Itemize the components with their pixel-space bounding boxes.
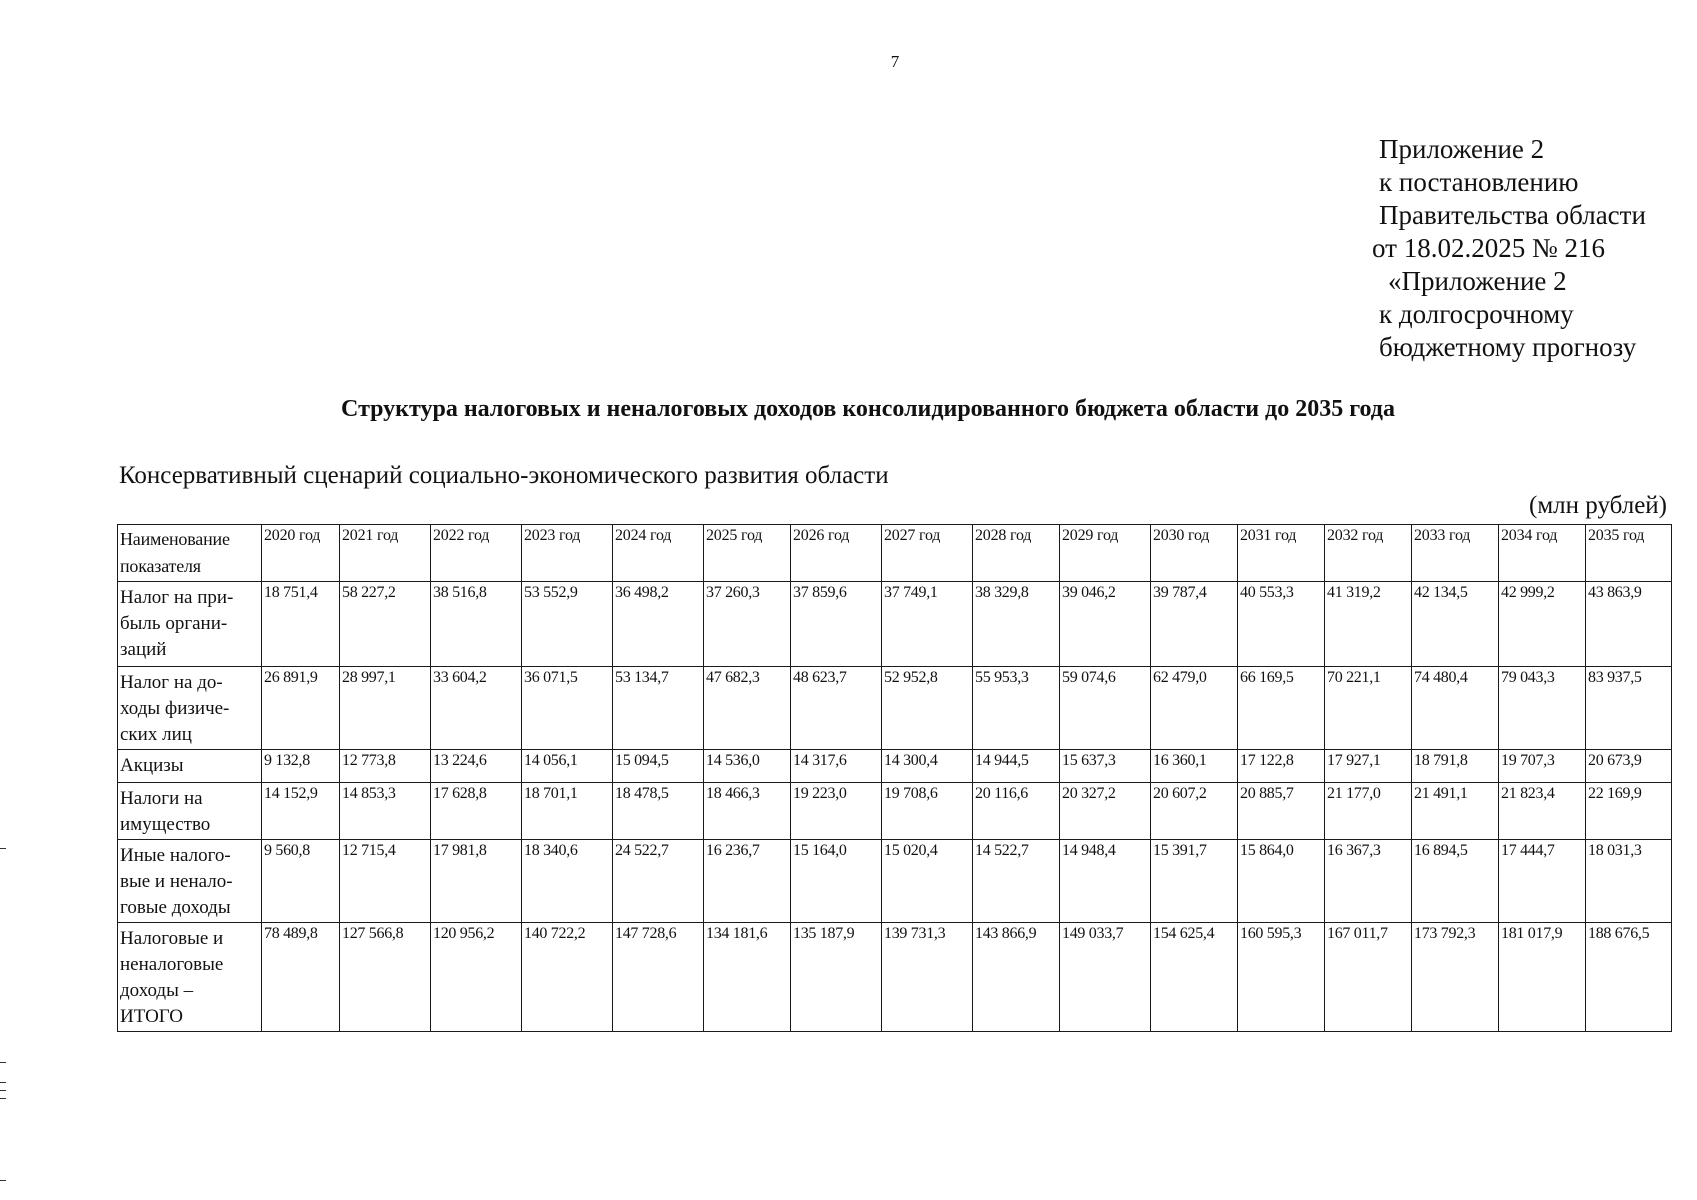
- table-cell: 15 637,3: [1060, 750, 1151, 783]
- table-cell: 66 169,5: [1238, 667, 1325, 750]
- table-cell: 19 707,3: [1499, 750, 1586, 783]
- table-header-row: [118, 525, 1672, 582]
- table-cell: 39 787,4: [1151, 582, 1238, 667]
- table-cell: 14 317,6: [791, 750, 882, 783]
- table-cell: 18 031,3: [1586, 840, 1672, 923]
- table-cell: 48 623,7: [791, 667, 882, 750]
- table-cell: 83 937,5: [1586, 667, 1672, 750]
- table-row: [118, 840, 1672, 923]
- table-cell: 139 731,3: [882, 923, 973, 1032]
- table-cell: 37 749,1: [882, 582, 973, 667]
- table-cell: 53 552,9: [522, 582, 613, 667]
- table-cell: 36 071,5: [522, 667, 613, 750]
- table-cell: 18 466,3: [704, 783, 791, 840]
- header-year: 2025 год: [704, 525, 791, 582]
- table-cell: 120 956,2: [431, 923, 522, 1032]
- table-cell: 15 391,7: [1151, 840, 1238, 923]
- table-cell: 37 260,3: [704, 582, 791, 667]
- table-cell: 13 224,6: [431, 750, 522, 783]
- table-cell: 17 444,7: [1499, 840, 1586, 923]
- annex-block: [1372, 133, 1646, 364]
- table-cell: 18 340,6: [522, 840, 613, 923]
- table-cell: 9 560,8: [262, 840, 340, 923]
- table-cell: 14 536,0: [704, 750, 791, 783]
- table-cell: 41 319,2: [1325, 582, 1412, 667]
- table-cell: 18 478,5: [613, 783, 704, 840]
- table-cell: 21 491,1: [1412, 783, 1499, 840]
- table-cell: 40 553,3: [1238, 582, 1325, 667]
- table-cell: 14 944,5: [973, 750, 1060, 783]
- row-label: Налоги на имущество: [118, 783, 262, 840]
- table-cell: 17 628,8: [431, 783, 522, 840]
- header-year: 2035 год: [1586, 525, 1672, 582]
- table-cell: 47 682,3: [704, 667, 791, 750]
- table-cell: 20 607,2: [1151, 783, 1238, 840]
- table-cell: 36 498,2: [613, 582, 704, 667]
- table-cell: 154 625,4: [1151, 923, 1238, 1032]
- table-cell: 38 516,8: [431, 582, 522, 667]
- revenue-structure-table: [117, 524, 1672, 1032]
- header-year: 2032 год: [1325, 525, 1412, 582]
- page-number: 7: [890, 52, 900, 71]
- annex-line: Правительства области: [1379, 200, 1646, 230]
- table-cell: 21 177,0: [1325, 783, 1412, 840]
- table-cell: 43 863,9: [1586, 582, 1672, 667]
- header-indicator: Наименование показателя: [118, 525, 262, 582]
- table-cell: 167 011,7: [1325, 923, 1412, 1032]
- table-cell: 26 891,9: [262, 667, 340, 750]
- table-cell: 16 367,3: [1325, 840, 1412, 923]
- table-cell: 42 999,2: [1499, 582, 1586, 667]
- table-cell: 181 017,9: [1499, 923, 1586, 1032]
- table-row: [118, 923, 1672, 1032]
- table-cell: 127 566,8: [340, 923, 431, 1032]
- table-cell: 14 300,4: [882, 750, 973, 783]
- table-cell: 15 020,4: [882, 840, 973, 923]
- table-cell: 33 604,2: [431, 667, 522, 750]
- scan-margin-marks: [0, 0, 10, 1200]
- annex-line: к долгосрочному: [1379, 299, 1574, 329]
- header-year: 2030 год: [1151, 525, 1238, 582]
- header-year: 2023 год: [522, 525, 613, 582]
- header-year: 2034 год: [1499, 525, 1586, 582]
- table-cell: 14 522,7: [973, 840, 1060, 923]
- table-cell: 18 751,4: [262, 582, 340, 667]
- annex-line: к постановлению: [1379, 167, 1579, 197]
- header-year: 2024 год: [613, 525, 704, 582]
- table-cell: 15 864,0: [1238, 840, 1325, 923]
- table-cell: 16 236,7: [704, 840, 791, 923]
- table-cell: 20 327,2: [1060, 783, 1151, 840]
- table-row: [118, 582, 1672, 667]
- table-cell: 19 223,0: [791, 783, 882, 840]
- table-body: [118, 582, 1672, 1032]
- table-cell: 12 773,8: [340, 750, 431, 783]
- header-year: 2022 год: [431, 525, 522, 582]
- table-cell: 37 859,6: [791, 582, 882, 667]
- table-cell: 14 152,9: [262, 783, 340, 840]
- header-year: 2026 год: [791, 525, 882, 582]
- table-cell: 78 489,8: [262, 923, 340, 1032]
- table-cell: 70 221,1: [1325, 667, 1412, 750]
- table-cell: 143 866,9: [973, 923, 1060, 1032]
- table-cell: 22 169,9: [1586, 783, 1672, 840]
- annex-line: Приложение 2: [1379, 134, 1545, 164]
- table-cell: 62 479,0: [1151, 667, 1238, 750]
- table-cell: 12 715,4: [340, 840, 431, 923]
- table-row: [118, 783, 1672, 840]
- table-cell: 24 522,7: [613, 840, 704, 923]
- table-cell: 135 187,9: [791, 923, 882, 1032]
- table-cell: 149 033,7: [1060, 923, 1151, 1032]
- document-title: Структура налоговых и неналоговых доходов консолидированного бюджета области до 2035 года: [341, 396, 1395, 422]
- table-cell: 42 134,5: [1412, 582, 1499, 667]
- units-label: (млн рублей): [1529, 492, 1667, 519]
- table-cell: 9 132,8: [262, 750, 340, 783]
- table-cell: 20 116,6: [973, 783, 1060, 840]
- table-cell: 28 997,1: [340, 667, 431, 750]
- annex-line: «Приложение 2: [1388, 266, 1567, 296]
- table-cell: 147 728,6: [613, 923, 704, 1032]
- header-year: 2021 год: [340, 525, 431, 582]
- row-label: Налог на до-ходы физиче-ских лиц: [118, 667, 262, 750]
- table-cell: 14 056,1: [522, 750, 613, 783]
- table-cell: 38 329,8: [973, 582, 1060, 667]
- row-label: Налог на при-быль органи-заций: [118, 582, 262, 667]
- table-cell: 74 480,4: [1412, 667, 1499, 750]
- table-cell: 52 952,8: [882, 667, 973, 750]
- table-cell: 58 227,2: [340, 582, 431, 667]
- header-year: 2031 год: [1238, 525, 1325, 582]
- row-label: Акцизы: [118, 750, 262, 783]
- table-cell: 173 792,3: [1412, 923, 1499, 1032]
- scenario-subtitle: Консервативный сценарий социально-экономического развития области: [119, 462, 889, 489]
- header-year: 2027 год: [882, 525, 973, 582]
- table-cell: 55 953,3: [973, 667, 1060, 750]
- table-cell: 21 823,4: [1499, 783, 1586, 840]
- header-year: 2033 год: [1412, 525, 1499, 582]
- table-cell: 79 043,3: [1499, 667, 1586, 750]
- header-year: 2020 год: [262, 525, 340, 582]
- row-label: Иные налого-вые и ненало-говые доходы: [118, 840, 262, 923]
- table-cell: 18 701,1: [522, 783, 613, 840]
- table-cell: 19 708,6: [882, 783, 973, 840]
- table-cell: 17 927,1: [1325, 750, 1412, 783]
- table-cell: 15 094,5: [613, 750, 704, 783]
- table-cell: 188 676,5: [1586, 923, 1672, 1032]
- table-cell: 39 046,2: [1060, 582, 1151, 667]
- header-year: 2029 год: [1060, 525, 1151, 582]
- table-cell: 20 673,9: [1586, 750, 1672, 783]
- table-cell: 14 948,4: [1060, 840, 1151, 923]
- table-cell: 17 122,8: [1238, 750, 1325, 783]
- annex-line: от 18.02.2025 № 216: [1372, 233, 1605, 263]
- table-cell: 16 894,5: [1412, 840, 1499, 923]
- table-row: [118, 667, 1672, 750]
- table-cell: 18 791,8: [1412, 750, 1499, 783]
- table-cell: 15 164,0: [791, 840, 882, 923]
- table-cell: 20 885,7: [1238, 783, 1325, 840]
- table-cell: 160 595,3: [1238, 923, 1325, 1032]
- table-cell: 53 134,7: [613, 667, 704, 750]
- table-row: [118, 750, 1672, 783]
- table-cell: 140 722,2: [522, 923, 613, 1032]
- table-cell: 59 074,6: [1060, 667, 1151, 750]
- table-cell: 14 853,3: [340, 783, 431, 840]
- row-label: Налоговые и неналоговые доходы – ИТОГО: [118, 923, 262, 1032]
- annex-line: бюджетному прогнозу: [1379, 332, 1637, 362]
- table-cell: 16 360,1: [1151, 750, 1238, 783]
- header-year: 2028 год: [973, 525, 1060, 582]
- table-cell: 134 181,6: [704, 923, 791, 1032]
- table-cell: 17 981,8: [431, 840, 522, 923]
